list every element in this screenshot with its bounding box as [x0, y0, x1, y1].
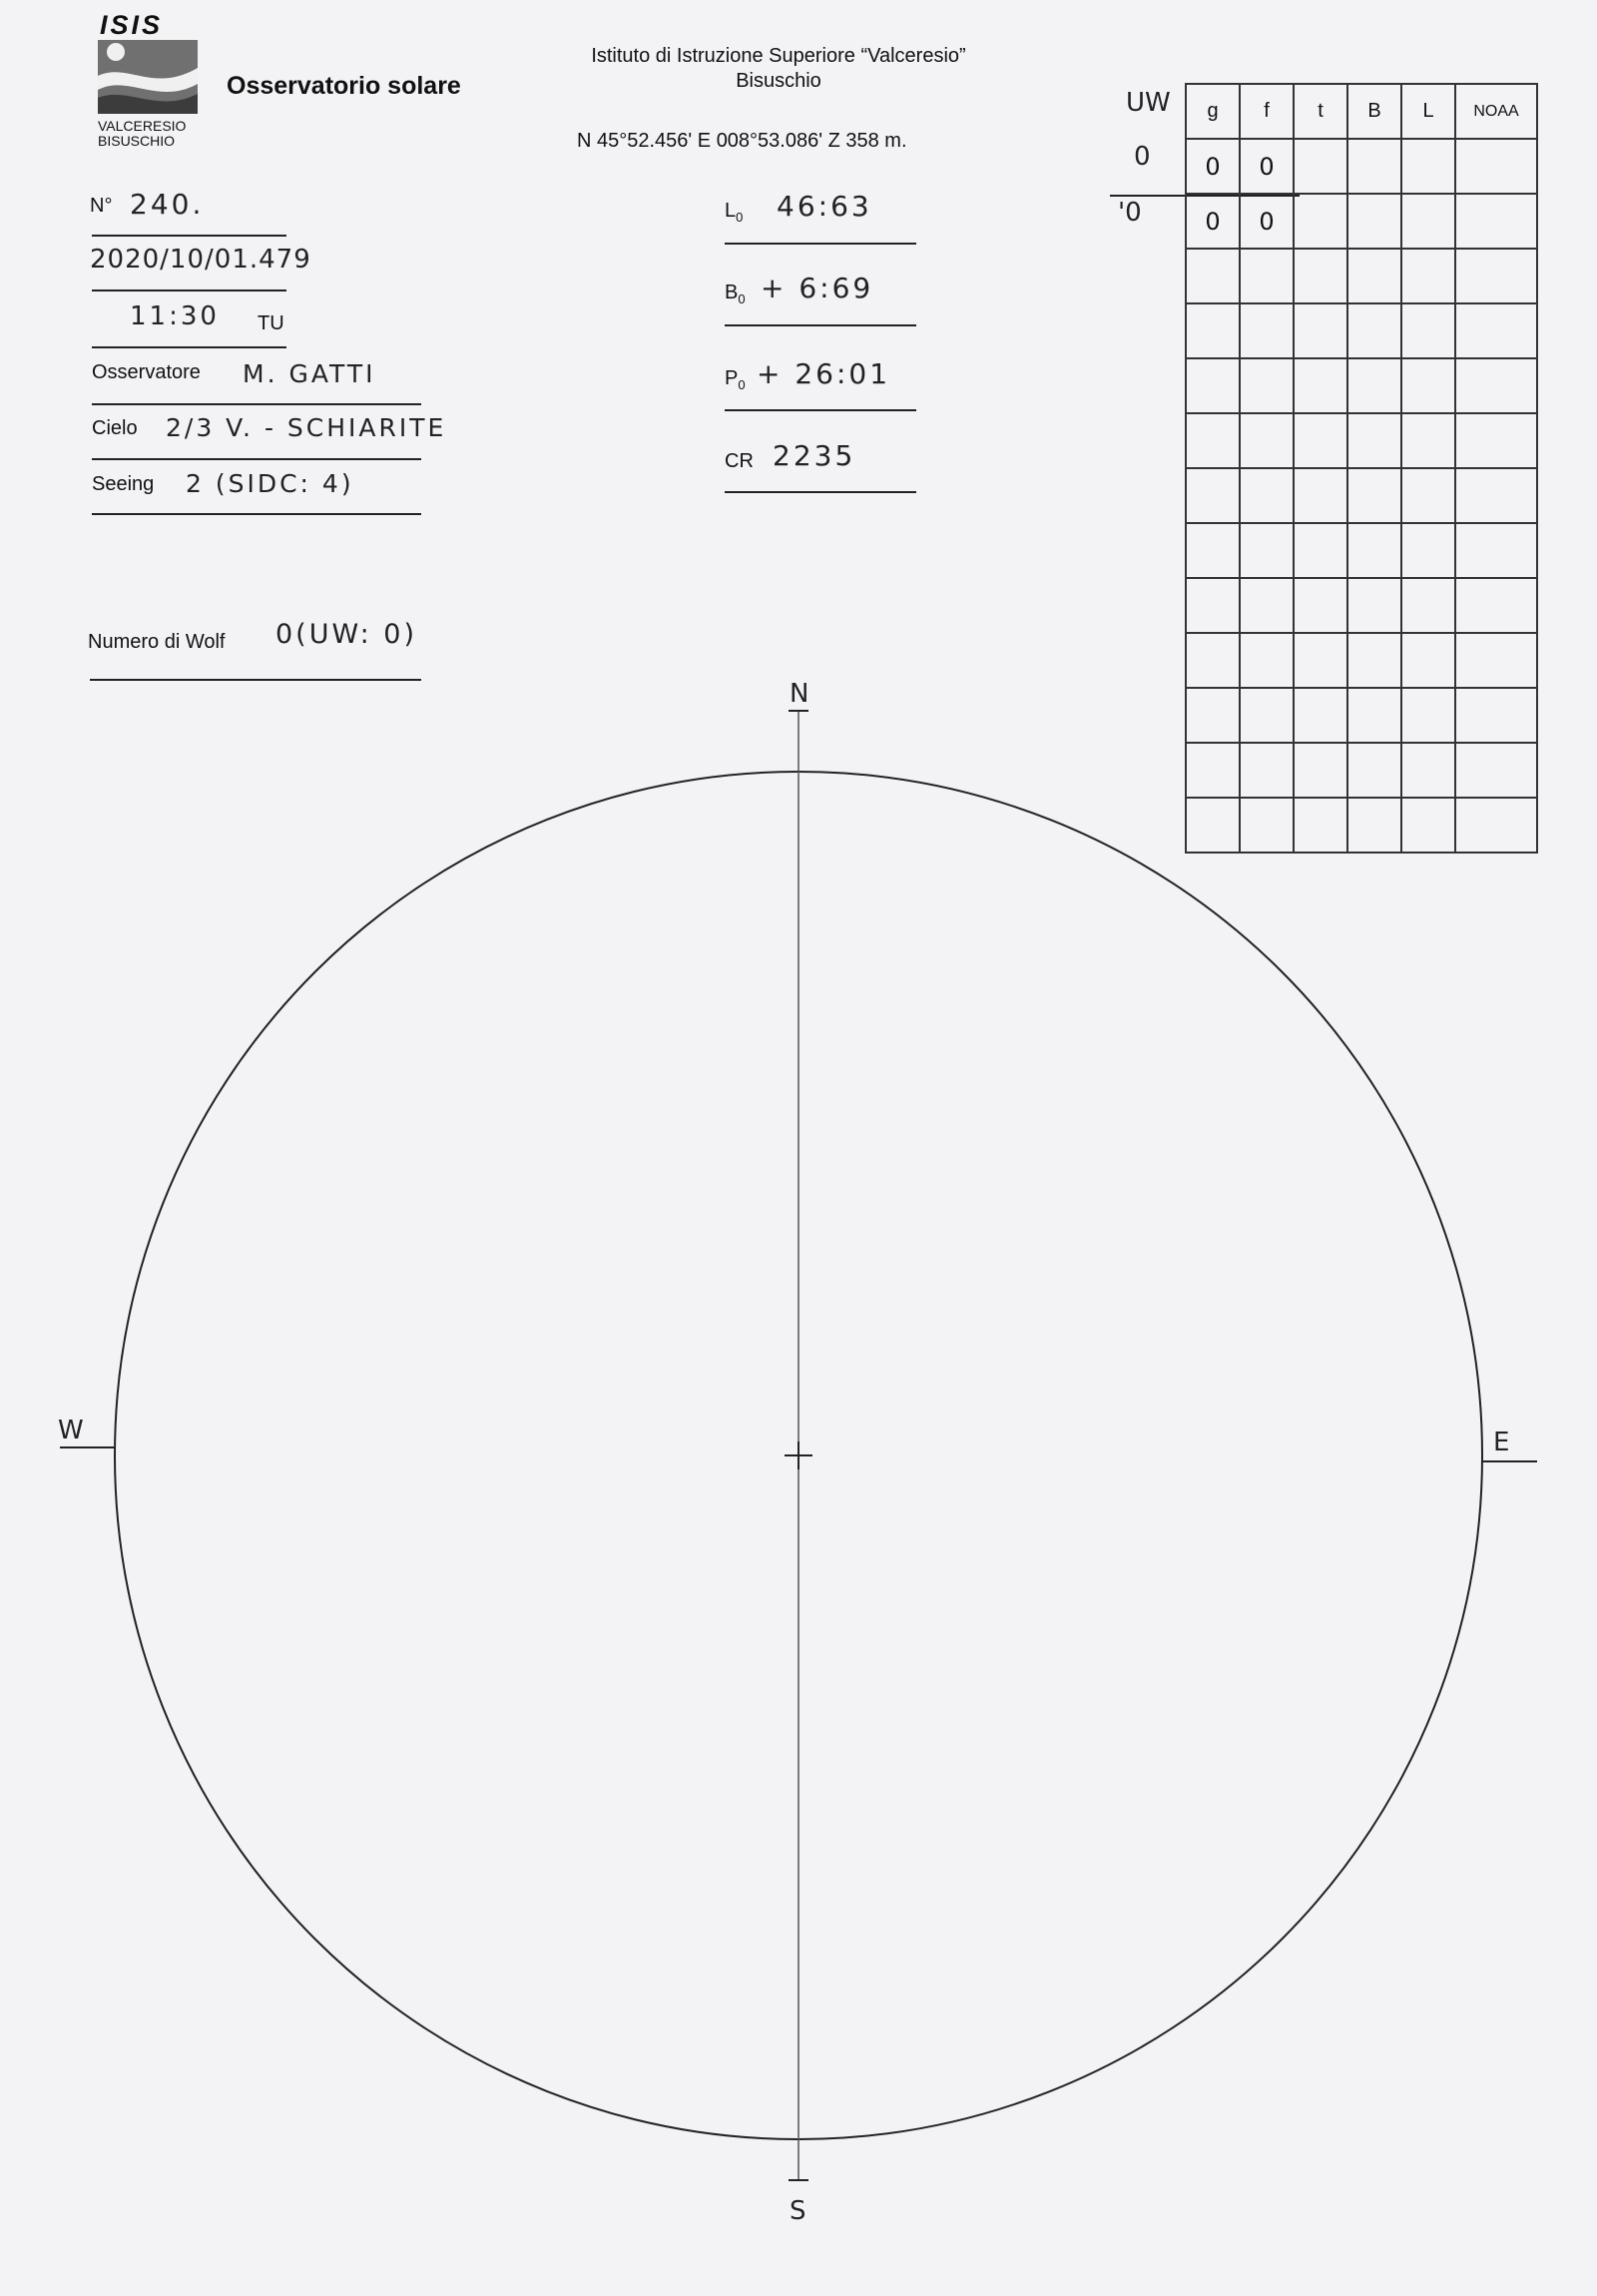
institute-city: Bisuschio	[736, 70, 821, 92]
cr-label: CR	[725, 450, 754, 472]
sky-label: Cielo	[92, 417, 138, 439]
b0-value: + 6:69	[761, 272, 874, 304]
sky-value: 2/3 V. - SCHIARITE	[166, 413, 447, 442]
wolf-number-value: 0(UW: 0)	[275, 619, 417, 650]
carrington-rotation-value: 2235	[773, 439, 856, 472]
column-header-b: B	[1347, 84, 1401, 139]
cell-g: 0	[1186, 194, 1240, 249]
east-label: E	[1493, 1428, 1510, 1457]
cell-f: 0	[1240, 139, 1294, 194]
north-label: N	[790, 679, 809, 709]
logo-subtitle: VALCERESIO	[98, 118, 187, 134]
observation-time: 11:30	[130, 301, 220, 331]
b0-subscript: 0	[738, 291, 746, 306]
column-header-l: L	[1401, 84, 1455, 139]
column-header-g: g	[1186, 84, 1240, 139]
uw-row-2: '0	[1118, 198, 1142, 228]
p0-subscript: 0	[738, 377, 746, 392]
p0-symbol: P	[725, 367, 739, 389]
uw-header: UW	[1126, 88, 1171, 118]
observatory-title: Osservatorio solare	[227, 72, 461, 100]
logo-wordmark: ISIS	[100, 10, 164, 40]
observer-label: Osservatore	[92, 361, 201, 383]
seeing-label: Seeing	[92, 473, 155, 495]
column-header-noaa: NOAA	[1455, 84, 1537, 139]
uw-row-1: 0	[1134, 142, 1151, 172]
seeing-value: 2 (SIDC: 4)	[186, 469, 354, 498]
b0-symbol: B	[725, 282, 739, 303]
column-header-t: t	[1294, 84, 1347, 139]
cell-g: 0	[1186, 139, 1240, 194]
west-label: W	[58, 1416, 84, 1445]
record-number-value: 240.	[130, 188, 205, 221]
institute-name: Istituto di Istruzione Superiore “Valceresio”	[591, 45, 966, 67]
l0-symbol: L	[725, 200, 737, 222]
column-header-f: f	[1240, 84, 1294, 139]
p0-value: + 26:01	[757, 357, 891, 390]
time-unit-label: TU	[258, 312, 284, 334]
l0-value: 46:63	[777, 190, 872, 223]
wolf-number-label: Numero di Wolf	[88, 631, 226, 653]
observatory-coordinates: N 45°52.456' E 008°53.086' Z 358 m.	[577, 130, 907, 152]
logo-town: BISUSCHIO	[98, 133, 176, 149]
record-number-label: N°	[90, 195, 113, 217]
l0-subscript: 0	[736, 210, 744, 225]
cell-f: 0	[1240, 194, 1294, 249]
south-label: S	[790, 2196, 806, 2226]
observer-value: M. GATTI	[243, 359, 376, 388]
observation-datetime: 2020/10/01.479	[90, 245, 311, 275]
